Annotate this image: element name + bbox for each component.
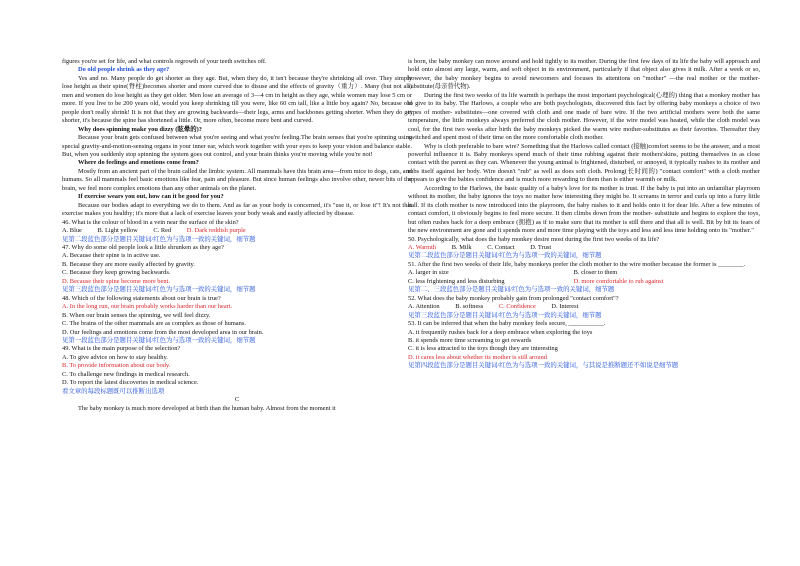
q51-options-ab — [408, 269, 760, 277]
note-46: 见第二段蓝色部分是题目关键词/红色为与选项一致的关键词，细节题 — [62, 235, 256, 243]
q52-option-c: C. Confidence — [498, 303, 536, 311]
paragraph-feelings: Mostly from an ancient part of the brain called the limbic system. All mammals have this brain area—from mice to dogs, cats, and humans. So all mammals feel basic emotions like fear, pain and pleasure. But since human feelings also involve other, newer bits of the brain, we feel more complex emotions than any other animals on the planet. — [62, 167, 412, 192]
q49-option-b: B. To provide information about our body. — [62, 362, 171, 370]
q50-option-b: B. Milk — [451, 243, 472, 251]
question-50: 50. Psychologically, what does the baby monkey desire most during the first two weeks of its life? — [408, 235, 660, 243]
heading-shrink: Do old people shrink as they age? — [78, 66, 170, 74]
q51-options-cd — [408, 278, 760, 286]
paragraph-exercise: Because our bodies adapt to everything we do to them. And as far as your body is concerned, it's "use it, or lose it"! It's not that exercise makes you healthy; it's more that a lack of exercise leaves your body weak and easily affected by disease. — [62, 201, 412, 218]
q48-option-c: C. The brains of the other mammals are as complex as those of humans. — [62, 320, 246, 328]
note-47: 见第三段蓝色部分是题目关键词/红色为与选项一致的关键词，细节题 — [62, 286, 256, 294]
q49-option-c: C. To challenge new findings in medical research. — [62, 370, 190, 378]
q53-option-b: B. it spends more time screaming to get rewards — [408, 336, 532, 344]
q46-option-d: D. Dark reddish purple — [186, 227, 246, 235]
note-50: 见第二段蓝色部分是题目关键词/红色为与选项一致的关键词，细节题 — [408, 252, 602, 260]
paragraph-monkey-birth: is born, the baby monkey can move around and hold tightly to its mother. During the first few days of its life the baby will approach and hold onto almost any large, warm, and soft object in its environment, particularly if that object also gives it milk. After a week or so, however, the baby monkey begins to avoid newcomers and focuses its attentions on "mother" —the real mother or the mother-substitute(母亲替代物). — [408, 58, 760, 91]
q51-option-a: A. larger in size — [408, 269, 449, 277]
q52-option-a: A. Attention — [408, 303, 440, 311]
question-51: 51. After the first two weeks of their life, baby monkeys prefer the cloth mother to the wire mother because the former is ________. — [408, 260, 746, 268]
q46-option-a: A. Blue — [62, 227, 82, 235]
q47-option-c: C. Because they keep growing backwards. — [62, 269, 171, 277]
question-52-options — [408, 303, 760, 311]
section-c-heading: C — [234, 396, 240, 404]
paragraph-monkey-start: The baby monkey is much more developed at birth than the human baby. Almost from the moment it — [78, 404, 336, 412]
question-47: 47. Why do some old people look a little shrunken as they age? — [62, 243, 224, 251]
note-48: 见第一段蓝色部分是题目关键词/红色为与选项一致的关键词，细节题 — [62, 336, 256, 344]
q46-option-b: B. Light yellow — [97, 227, 138, 235]
q48-option-b: B. When our brain senses the spinning, we will feel dizzy. — [62, 311, 211, 319]
q47-option-d: D. Because their spine become more bent. — [62, 277, 170, 285]
q48-option-d: D. Our feelings and emotions come from the most developed area in our brain. — [62, 328, 264, 336]
q46-option-c: C. Red — [153, 227, 172, 235]
q51-option-b: B. closer to them — [573, 269, 618, 277]
q53-option-a: A. it frequently rushes back for a deep embrace when exploring the toys — [408, 328, 593, 336]
q48-option-a: A. In the long run, our brain probably works harder than our heart. — [62, 303, 233, 311]
q53-option-c: C. it is less attracted to the toys though they are interesting — [408, 345, 558, 353]
left-column — [62, 58, 412, 413]
question-46: 46. What is the colour of blood in a vein near the surface of the skin? — [62, 218, 239, 226]
q47-option-b: B. Because they are more easily affected by gravity. — [62, 260, 195, 268]
note-53: 见第四段蓝色部分是题目关键词/红色为与选项一致的关键词，与其说是推断题还不如说是细节题 — [408, 362, 679, 370]
paragraph-trust: According to the Harlows, the basic quality of a baby's love for its mother is trust. If the baby is put into an unfamiliar playroom without its mother, the baby ignores the toys no matter how interesting they might be. It screams in terror and curls up into a furry little ball. If its cloth mother is now introduced into the playroom, the baby rushes to it and holds onto it for dear life. After a few minutes of contact comfort, it obviously begins to feel more secure. It then climbs down from the mother- substitute and begins to explore the toys, but often rushes back for a deep embrace (拥抱) as if to make sure that its mother is still there and that all is well. Bit by bit its fears of the new environment are gone and it spends more and more time playing with the toys and less and less time holding onto its "mother." — [408, 184, 760, 235]
question-52: 52. What does the baby monkey probably gain from prolonged "contact comfort"? — [408, 294, 619, 302]
question-46-options — [62, 227, 412, 235]
paragraph-contact-comfort: Why is cloth preferable to bare wire? Something that the Harlows called contact (接触)comfort seems to be the answer, and a most powerful influence it is. Baby monkeys spend much of their time rubbing against their mothers'skins, putting themselves in as close contact with the parent as they can. Whenever the young animal is frightened, disturbed, or annoyed, it typically rushes to its mother and rubs itself against her body. Wire doesn't "rub" as well as does soft cloth. Prolong(长时间的) "contact comfort" with a cloth mother appears to give the babies confidence and is much more rewarding to them than is either warmth or milk. — [408, 142, 760, 184]
q52-option-b: B. softness — [455, 303, 484, 311]
heading-exercise: If exercise wears you out, how can it be good for you? — [78, 193, 224, 201]
paragraph-warmth: During the first two weeks of its life warmth is perhaps the most important psychological(心理的) thing that a monkey mother has to give to its baby. The Harlows, a couple who are both psychologists, discovered this fact by offering baby monkeys a choice of two types of mother- substitutes—one covered with cloth and one made of bare wire. If the two artificial mothers were both the same temperature, the little monkeys always preferred the cloth mother. However, if the wire model was heated, while the cloth model was cool, for the first two weeks after birth the baby monkeys picked the warm wire mother-substitutes as their favorites. Thereafter they switched and spent most of their time on the more comfortable cloth mother. — [408, 91, 760, 142]
question-48: 48. Which of the following statements about our brain is true? — [62, 294, 221, 302]
q47-option-a: A. Because their spine is in active use. — [62, 252, 161, 260]
q50-option-d: D. Trust — [530, 243, 552, 251]
q51-option-d: D. more comfortable to rub against — [573, 277, 664, 285]
heading-dizzy: Why does spinning make you dizzy (眩晕的)? — [78, 125, 202, 133]
paragraph-shrink: Yes and no. Many people do get shorter as they age. But, when they do, it isn't because they're shrinking all over. They simply lose height as their spine(脊柱)becomes shorter and more curved due to disuse and the effects of gravity（重力）. Many (but not all) men and women do lose height as they get older. Men lose an average of 3—4 cm in height as they age, while women may lose 5 cm or more. If you live to be 200 years old, would you keep shrinking till you were, like 60 cm tall, like a little boy again? No, because old people don't really shrink! It is not that they are growing backwards—their legs, arms and backbones getting shorter. When they do get shorter, it's because the spine has shortened a little. Or, more often, become more bent and curved. — [62, 74, 412, 125]
q50-option-a: A. Warmth — [408, 243, 437, 251]
paragraph-dizzy: Because your brain gets confused between what you're seeing and what you're feeling.The brain senses that you're spinning using special gravity-and-motion-sensing organs in your inner ear, which work together with your eyes to keep your vision and balance stable. But, when you suddenly stop spinning the system goes out control, and your brain thinks you're moving while you're not! — [62, 134, 412, 158]
q51-option-c: C. less frightening and less disturbing — [408, 277, 505, 285]
question-53: 53. It can be inferred that when the baby monkey feels secure, ___________. — [408, 320, 606, 328]
note-52: 见第三段蓝色部分是题目关键词/红色为与选项一致的关键词，细节题 — [408, 311, 602, 319]
paragraph-intro: figures you're set for life, and what controls regrowth of your teeth switches off. — [62, 58, 267, 65]
q52-option-d: D. Interest — [551, 303, 579, 311]
note-49: 看文章的每段标题既可以推断出选项 — [62, 387, 165, 395]
q49-option-a: A. To give advice on how to stay healthy. — [62, 353, 168, 361]
right-column — [408, 58, 760, 371]
note-51: 见第二、三段蓝色部分是题目关键词/红色为与选项一致的关键词，细节题 — [408, 286, 615, 294]
question-49: 49. What is the main purpose of the selection? — [62, 345, 181, 353]
q50-option-c: C. Contact — [487, 243, 515, 251]
q49-option-d: D. To report the latest discoveries in medical science. — [62, 379, 199, 387]
q53-option-d: D. it cares less about whether its mother is still around — [408, 353, 547, 361]
heading-feelings: Where do feelings and emotions come from? — [78, 159, 199, 167]
